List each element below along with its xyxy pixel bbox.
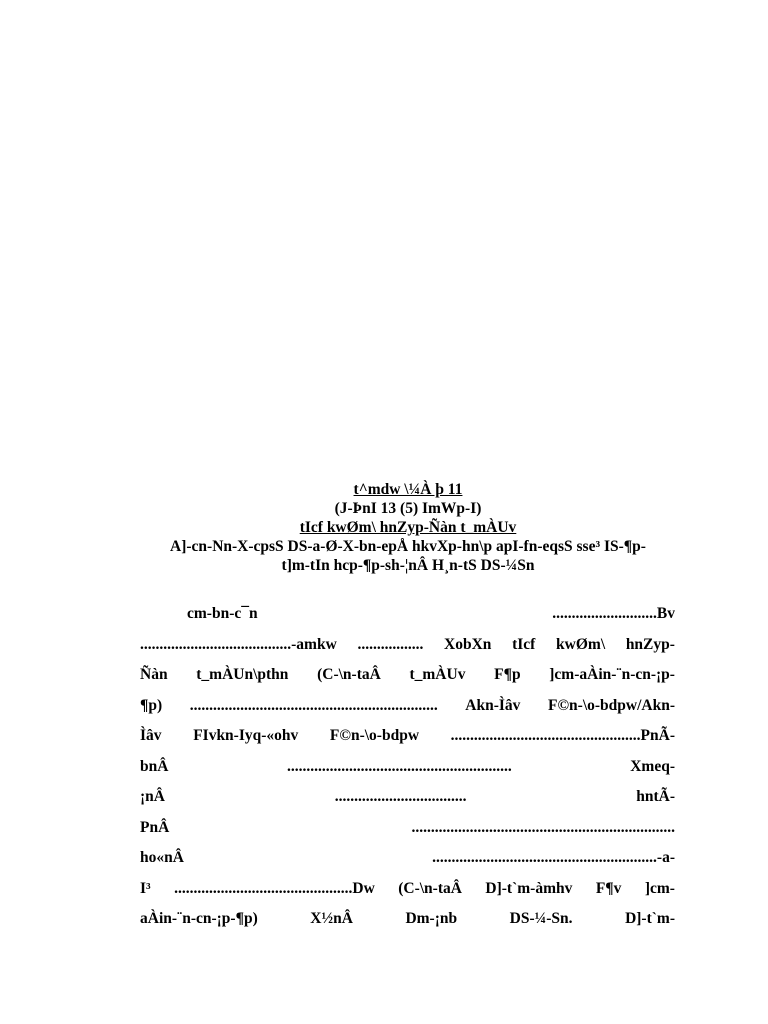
body-line [140,605,675,636]
body-line [140,666,675,697]
body-word: .................................. [334,788,467,805]
body-word: aÀin-¨n-cn-¡p-¶p) [140,910,258,927]
form-number-title: t^mdw \¼À þ 11 [353,481,463,498]
body-line [140,880,675,911]
body-word: FIvkn-Iyq-«ohv [193,727,299,744]
body-word: D]-t`m- [625,910,675,927]
body-word: (C-\n-taÂ [398,879,462,897]
body-word: tIcf [512,635,536,653]
body-word: Xmeq- [630,757,675,775]
body-word: ¶p) [140,696,163,714]
body-word: .......................................-amkw [140,635,337,653]
body-line [140,910,675,941]
body-word: ]cm- [644,879,675,897]
body-line [140,636,675,667]
body-word: Dm-¡nb [405,910,458,927]
body-word: DS-¼-Sn. [509,910,573,927]
body-word: Ñàn [140,666,168,683]
body-word: hntÃ- [636,788,675,805]
body-word: Akn-Ìâv [465,696,521,714]
body-line [140,849,675,880]
body-word: F¶p [494,666,521,683]
intro-line-1: A]-cn-Nn-X-cpsS DS-a-Ø-X-bn-epÅ hkvXp-hn\p apI-fn-eqsS sse³ IS-¶p- [170,538,646,555]
board-name-title: tIcf kwØm\ hnZyp-Ñàn t_mÀUv [299,519,517,536]
document-heading [120,480,696,575]
intro-line-2: t]m-tIn hcp-¶p-sh-¦nÂ H¸n-tS DS-¼Sn [281,557,535,574]
body-line [140,727,675,758]
body-word: .................................................................... [411,818,675,836]
body-word: (C-\n-taÂ [317,666,381,683]
body-word: kwØm\ [556,635,606,653]
body-word: ¡nÂ [140,788,165,805]
body-word: F©n-\o-bdpw/Akn- [547,696,675,714]
body-word: X½nÂ [310,910,353,927]
body-word: F¶v [595,879,622,897]
body-word: ..........................................................-a- [432,849,675,866]
body-word: cm-bn-c¯n [187,605,258,622]
body-line [140,697,675,728]
body-word: .......................................................... [286,757,512,775]
body-word: I³ [140,879,151,897]
body-word: Ìâv [140,727,162,744]
body-word: ]cm-aÀin-¨n-cn-¡p- [549,666,675,683]
agreement-body [140,605,675,941]
body-word: .................................................PnÃ- [450,727,675,744]
body-word: t_mÀUn\pthn [196,666,289,683]
body-word: ..............................................Dw [174,879,375,897]
body-word: XobXn [444,635,492,653]
body-word: F©n-\o-bdpw [329,727,420,744]
body-word: ................................................................ [189,696,438,714]
body-word: hnZyp- [625,635,675,653]
body-word: ho«nÂ [140,849,184,866]
body-word: D]-t`m-àmhv [485,879,573,897]
body-line [140,819,675,850]
body-word: ...........................Bv [552,605,675,622]
regulation-reference: (J-ÞnI 13 (5) ImWp-I) [334,500,482,517]
body-line [140,788,675,819]
body-word: t_mÀUv [409,666,466,683]
body-word: ................. [357,635,424,653]
body-word: PnÂ [140,818,170,836]
body-word: bnÂ [140,757,169,775]
body-line [140,758,675,789]
